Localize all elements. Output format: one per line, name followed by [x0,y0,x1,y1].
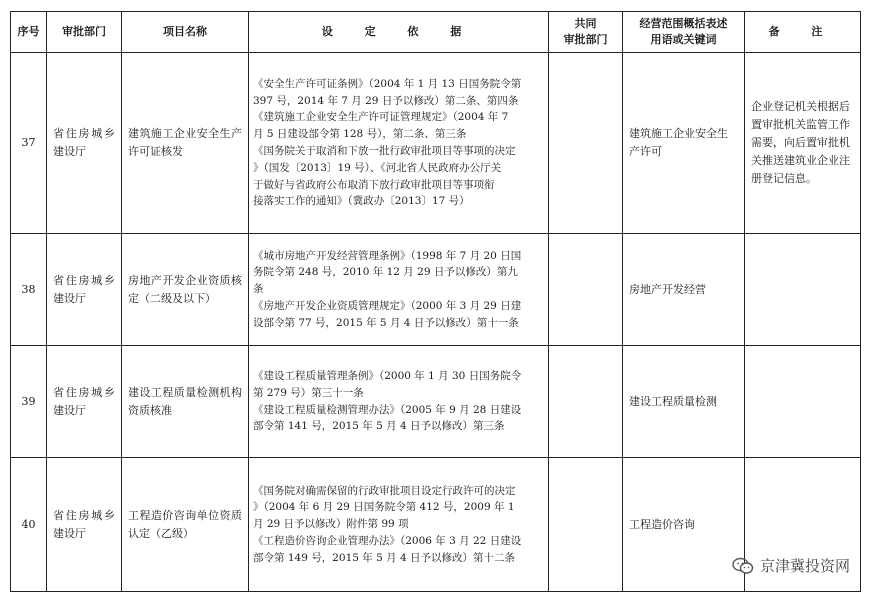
row-department: 省住房城乡建设厅 [47,234,122,346]
header-note [745,12,861,53]
row-joint-department [549,53,623,234]
header-keyword [623,12,745,53]
watermark-text: 京津冀投资网 [759,557,850,575]
header-item-name: 项目名称 [122,12,249,53]
row-note [745,346,861,458]
row-item-name: 建筑施工企业安全生产许可证核发 [122,53,249,234]
row-basis [249,234,549,346]
basis-line: 接落实工作的通知》（冀政办〔2013〕17 号） [253,195,470,208]
row-number: 38 [11,234,47,346]
row-number: 39 [11,346,47,458]
header-joint-line2: 审批部门 [563,33,608,46]
row-basis [249,346,549,458]
basis-line: 《安全生产许可证条例》（2004 年 1 月 13 日国务院令第 [253,77,522,90]
basis-line: 设部令第 77 号，2015 年 5 月 4 日予以修改）第十一条 [253,316,519,329]
row-basis [249,53,549,234]
table-row [11,234,861,346]
basis-line: 》（国发〔2013〕19 号）、《河北省人民政府办公厅关 [253,161,502,174]
basis-line: 《国务院对确需保留的行政审批项目设定行政许可的决定 [253,484,516,497]
table-row [11,53,861,234]
wechat-icon [732,557,754,575]
basis-line: 月 5 日建设部令第 128 号），第二条、第三条 [253,128,467,141]
table-header-row [11,12,861,53]
basis-line: 月 29 日予以修改）附件第 99 项 [253,518,409,531]
row-note [745,234,861,346]
watermark [732,555,850,576]
header-keyword-line2: 用语或关键词 [650,33,717,46]
row-department: 省住房城乡建设厅 [47,53,122,234]
row-number: 40 [11,458,47,592]
row-department: 省住房城乡建设厅 [47,346,122,458]
header-department: 审批部门 [47,12,122,53]
row-joint-department [549,346,623,458]
basis-line: 《国务院关于取消和下放一批行政审批项目等事项的决定 [253,145,516,157]
basis-line: 《工程造价咨询企业管理办法》（2006 年 3 月 22 日建设 [253,534,522,547]
row-basis [249,458,549,592]
row-joint-department [549,234,623,346]
basis-line: 《建设工程质量管理条例》（2000 年 1 月 30 日国务院令 [253,369,522,382]
basis-line: 《房地产开发企业资质管理规定》（2000 年 3 月 29 日建 [253,299,522,312]
basis-line: 部令第 149 号，2015 年 5 月 4 日予以修改）第十二条 [253,551,515,564]
header-note-label: 备 注 [768,25,837,38]
header-basis-label: 设 定 依 据 [321,25,476,38]
basis-line: 第 279 号）第三十一条 [253,386,364,399]
basis-line: 条 [253,283,264,296]
table-row [11,346,861,458]
basis-line: 》（2004 年 6 月 29 日国务院令第 412 号，2009 年 1 [253,501,515,514]
row-item-name: 建设工程质量检测机构资质核准 [122,346,249,458]
header-joint-line1: 共同 [574,17,597,30]
approval-items-table [10,11,861,592]
basis-line: 《建筑施工企业安全生产许可证管理规定》（2004 年 7 [253,111,509,124]
row-keyword: 房地产开发经营 [623,234,745,346]
header-basis [249,12,549,53]
basis-line: 397 号，2014 年 7 月 29 日予以修改）第二条、第四条 [253,94,519,107]
basis-line: 务院令第 248 号，2010 年 12 月 29 日予以修改）第九 [253,266,518,279]
basis-line: 《城市房地产开发经营管理条例》（1998 年 7 月 20 日国 [253,249,522,262]
row-keyword: 工程造价咨询 [623,458,745,592]
row-number: 37 [11,53,47,234]
row-department: 省住房城乡建设厅 [47,458,122,592]
header-keyword-line1: 经营范围概括表述 [639,17,728,30]
header-number: 序号 [11,12,47,53]
row-keyword: 建设工程质量检测 [623,346,745,458]
header-joint-department [549,12,623,53]
row-joint-department [549,458,623,592]
row-item-name: 工程造价咨询单位资质认定（乙级） [122,458,249,592]
row-keyword: 建筑施工企业安全生产许可 [623,53,745,234]
basis-line: 《建设工程质量检测管理办法》（2005 年 9 月 28 日建设 [253,403,522,416]
basis-line: 于做好与省政府公布取消下放行政审批项目等事项衔 [253,178,495,191]
basis-line: 部令第 141 号，2015 年 5 月 4 日予以修改）第三条 [253,420,505,433]
row-note: 企业登记机关根据后置审批机关监管工作需要，向后置审批机关推送建筑业企业注册登记信息。 [745,53,861,234]
row-item-name: 房地产开发企业资质核定（二级及以下） [122,234,249,346]
